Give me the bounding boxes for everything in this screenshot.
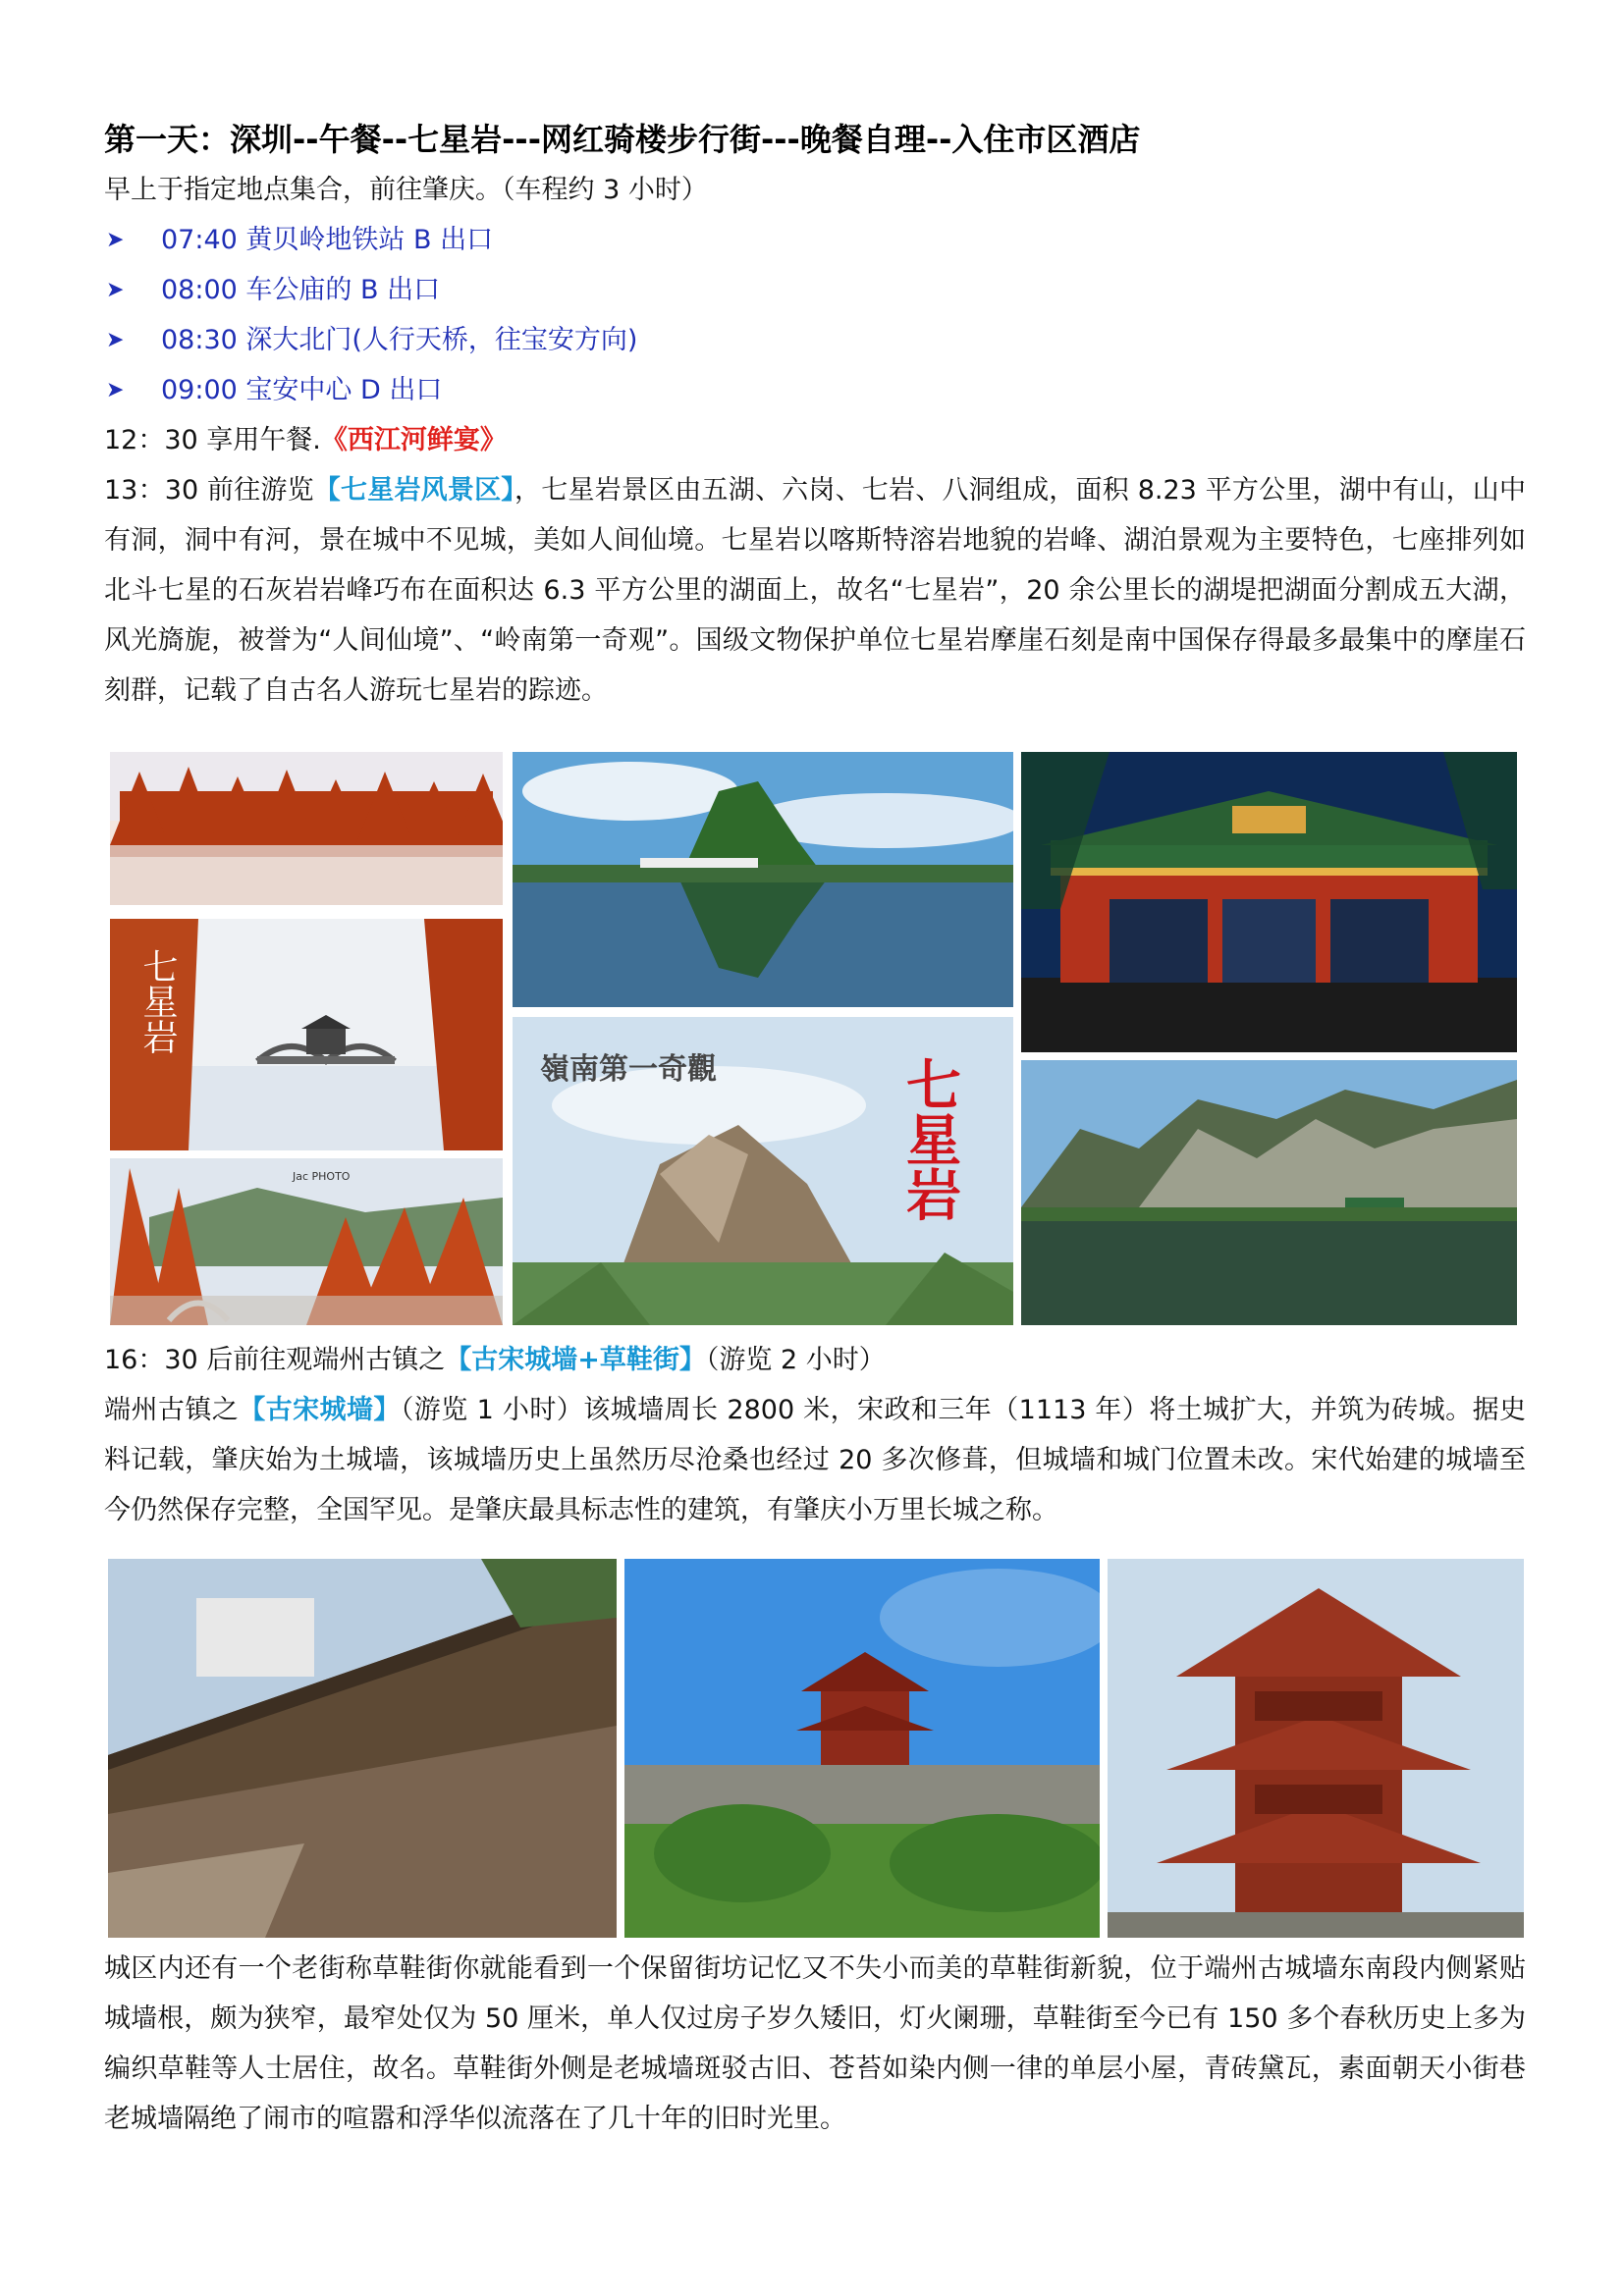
cliff-title-text: 七星岩 [897,1056,962,1221]
photo-wall-pavilion [624,1559,1100,1938]
song-wall-spot: 【古宋城墙】 [239,1395,401,1425]
photo-karst-peaks-lake [1021,1060,1517,1325]
document-page [104,116,1526,716]
photo-karst-lake-reflection [513,752,1013,1007]
list-item: ➤ 08:00 车公庙的 B 出口 [104,265,1526,315]
tour2-section [104,1335,1526,1535]
photo-watermark: Jac PHOTO [293,1170,351,1183]
arrow-right-icon: ➤ [106,278,125,302]
photo-red-trees-lake [110,752,503,905]
tour1-paragraph: 13：30 前往游览【七星岩风景区】，七星岩景区由五湖、六岗、七岩、八洞组成，面积 8.23 平方公里，湖中有山，山中有洞，洞中有河，景在城中不见城，美如人间仙境。七星岩以喀斯特溶岩地貌的岩峰、湖泊景观为主要特色，七座排列如北斗七星的石灰岩岩峰巧布在面积达 6.3 平方公里的湖面上，故名“七星岩”，20 余公里长的湖堤把湖面分割成五大湖，风光旖旎，被誉为“人间仙境”、“岭南第一奇观”。国级文物保护单位七星岩摩崖石刻是南中国保存得最多最集中的摩崖石刻群，记载了自古名人游玩七星岩的踪迹。 [104,475,1527,706]
qixingyan-vertical-text: 七星岩 [137,948,178,1054]
lunch-name: 《西江河鲜宴》 [320,425,507,455]
ancient-wall-spot: 【古宋城墙+草鞋街】 [445,1345,706,1375]
street-paragraph: 城区内还有一个老街称草鞋街你就能看到一个保留街坊记忆又不失小而美的草鞋街新貌，位于端州古城墙东南段内侧紧贴城墙根，颇为狭窄，最窄处仅为 50 厘米，单人仅过房子岁久矮旧，灯火阑珊，草鞋街至今已有 150 多个春秋历史上多为编织草鞋等人士居住，故名。草鞋街外侧是老城墙斑驳古旧、苍苔如染内侧一律的单层小屋，青砖黛瓦，素面朝天小街巷老城墙隔绝了闹市的喧嚣和浮华似流落在了几十年的旧时光里。 [104,1953,1526,2134]
photo-qixingyan-archway-night [1021,752,1517,1052]
list-item: ➤ 09:00 宝安中心 D 出口 [104,365,1526,415]
street-section [104,1944,1526,2144]
tour2-line: 16：30 后前往观端州古镇之【古宋城墙+草鞋街】（游览 2 小时） [104,1345,886,1375]
arrow-right-icon: ➤ [106,378,125,402]
arrow-right-icon: ➤ [106,228,125,252]
list-item: ➤ 07:40 黄贝岭地铁站 B 出口 [104,215,1526,265]
list-item: ➤ 08:30 深大北门(人行天桥，往宝安方向) [104,315,1526,365]
lunch-line: 12：30 享用午餐.《西江河鲜宴》 [104,425,507,455]
pickup-list [104,215,1526,415]
cliff-banner-text: 嶺南第一奇觀 [540,1052,717,1087]
arrow-right-icon: ➤ [106,328,125,352]
photo-pavilion-tower [1108,1559,1524,1938]
intro-text: 早上于指定地点集合，前往肇庆。（车程约 3 小时） [104,175,708,205]
wall-paragraph: 端州古镇之【古宋城墙】（游览 1 小时）该城墙周长 2800 米，宋政和三年（1113 年）将土城扩大，并筑为砖城。据史料记载，肇庆始为土城墙，该城墙历史上虽然历尽沧桑也经过 20 多次修葺，但城墙和城门位置未改。宋代始建的城墙至今仍然保存完整，全国罕见。是肇庆最具标志性的建筑，有肇庆小万里长城之称。 [104,1395,1527,1525]
day1-title: 第一天：深圳--午餐--七星岩---网红骑楼步行街---晚餐自理--入住市区酒店 [104,121,1141,158]
photo-lingnan-cliff [513,1017,1013,1325]
qixingyan-spot: 【七星岩风景区】 [313,475,515,506]
photo-red-trees-bridge [110,1158,503,1325]
photo-qixingyan-bridge [110,919,503,1150]
photo-song-city-wall [108,1559,617,1938]
